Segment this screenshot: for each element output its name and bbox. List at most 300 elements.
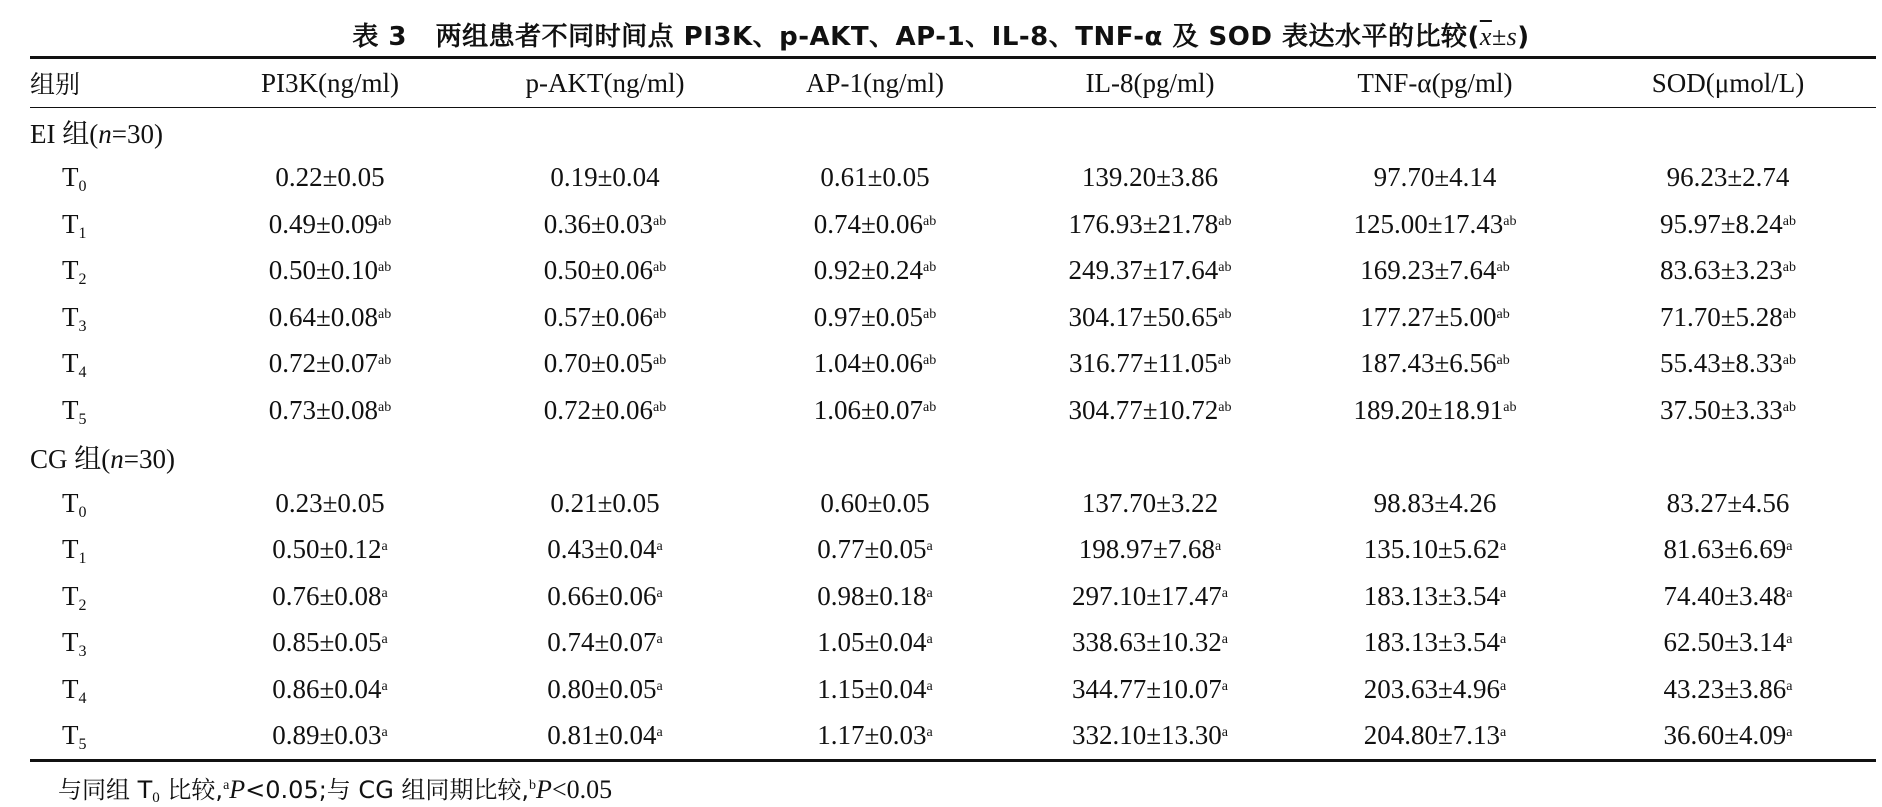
timepoint-label: T bbox=[62, 627, 79, 658]
value-cell bbox=[1010, 480, 1290, 527]
significance-mark: a bbox=[1221, 632, 1229, 648]
significance-mark: a bbox=[381, 632, 388, 648]
value-cell bbox=[740, 201, 1010, 248]
footnote-part2: 比较, bbox=[159, 776, 224, 804]
significance-mark: a bbox=[1500, 632, 1507, 648]
cell-value: 204.80±7.13 bbox=[1363, 720, 1501, 751]
cell-value: 95.97±8.24 bbox=[1659, 208, 1783, 239]
timepoint-label: T bbox=[62, 208, 79, 239]
significance-mark: a bbox=[656, 678, 663, 694]
cell-value: 0.81±0.04 bbox=[547, 720, 657, 751]
value-cell bbox=[1290, 387, 1580, 434]
cell-value: 189.20±18.91 bbox=[1353, 394, 1504, 425]
stat-sd-symbol: ±s bbox=[1491, 22, 1518, 51]
timepoint-index: 1 bbox=[78, 550, 87, 568]
significance-mark: a bbox=[656, 725, 663, 741]
value-cell bbox=[1010, 620, 1290, 667]
value-cell bbox=[740, 527, 1010, 574]
value-cell bbox=[1580, 294, 1876, 341]
footnote-mark-b: b bbox=[529, 778, 537, 793]
cell-value: 0.49±0.09 bbox=[268, 208, 379, 239]
group-label-n: n bbox=[98, 118, 112, 149]
value-cell bbox=[190, 620, 470, 667]
timepoint-label: T bbox=[62, 394, 79, 425]
timepoint-index: 5 bbox=[78, 736, 87, 754]
cell-value: 198.97±7.68 bbox=[1078, 534, 1216, 565]
timepoint-label: T bbox=[62, 162, 79, 193]
timepoint-label: T bbox=[62, 348, 79, 379]
significance-mark: ab bbox=[653, 399, 667, 415]
cell-value: 0.74±0.07 bbox=[547, 627, 657, 658]
cell-value: 0.70±0.05 bbox=[543, 348, 654, 379]
value-cell bbox=[740, 480, 1010, 527]
timepoint-index: 4 bbox=[78, 689, 87, 707]
stat-mean-symbol: $\overline{x}$ bbox=[1479, 22, 1492, 51]
value-cell bbox=[190, 201, 470, 248]
significance-mark: a bbox=[926, 539, 933, 555]
header-group: 组别 bbox=[30, 70, 81, 99]
cell-value: 74.40±3.48 bbox=[1663, 580, 1787, 611]
cell-value: 55.43±8.33 bbox=[1659, 348, 1783, 379]
cell-value: 169.23±7.64 bbox=[1360, 255, 1497, 286]
cell-value: 0.89±0.03 bbox=[272, 720, 382, 751]
table-row bbox=[30, 201, 1876, 248]
value-cell bbox=[1290, 248, 1580, 295]
significance-mark: ab bbox=[1496, 353, 1510, 369]
table-row bbox=[30, 620, 1876, 667]
significance-mark: ab bbox=[378, 260, 392, 276]
cell-value: 0.22±0.05 bbox=[275, 162, 385, 193]
empty-cell bbox=[1010, 108, 1290, 155]
value-cell bbox=[740, 666, 1010, 713]
group-label-n: n bbox=[110, 444, 124, 475]
cell-value: 137.70±3.22 bbox=[1081, 487, 1219, 518]
value-cell bbox=[740, 248, 1010, 295]
significance-mark: ab bbox=[653, 306, 667, 322]
timepoint-cell bbox=[30, 387, 190, 434]
significance-mark: ab bbox=[923, 306, 937, 322]
value-cell bbox=[740, 155, 1010, 202]
significance-mark: ab bbox=[923, 399, 937, 415]
footnote-p-a: P bbox=[229, 775, 246, 804]
significance-mark: a bbox=[926, 725, 933, 741]
value-cell bbox=[1290, 480, 1580, 527]
timepoint-label: T bbox=[62, 673, 79, 704]
significance-mark: ab bbox=[1503, 399, 1517, 415]
significance-mark: a bbox=[381, 678, 388, 694]
header-row bbox=[30, 58, 1876, 108]
value-cell bbox=[1290, 341, 1580, 388]
empty-cell bbox=[470, 108, 740, 155]
value-cell bbox=[1290, 666, 1580, 713]
timepoint-label: T bbox=[62, 720, 79, 751]
timepoint-index: 5 bbox=[78, 410, 87, 428]
group-row bbox=[30, 108, 1876, 155]
significance-mark: ab bbox=[378, 213, 392, 229]
timepoint-cell bbox=[30, 620, 190, 667]
value-cell bbox=[190, 387, 470, 434]
value-cell bbox=[470, 248, 740, 295]
significance-mark: ab bbox=[1218, 399, 1232, 415]
value-cell bbox=[470, 294, 740, 341]
empty-cell bbox=[190, 434, 470, 481]
significance-mark: ab bbox=[1503, 213, 1517, 229]
timepoint-label: T bbox=[62, 301, 79, 332]
timepoint-label: T bbox=[62, 580, 79, 611]
significance-mark: a bbox=[926, 678, 933, 694]
footnote-p-value-b: <0.05 bbox=[551, 775, 613, 804]
table-row bbox=[30, 527, 1876, 574]
cell-value: 0.86±0.04 bbox=[272, 673, 382, 704]
cell-value: 297.10±17.47 bbox=[1071, 580, 1222, 611]
cell-value: 1.15±0.04 bbox=[817, 673, 927, 704]
cell-value: 0.92±0.24 bbox=[813, 255, 924, 286]
table-row bbox=[30, 294, 1876, 341]
cell-value: 0.97±0.05 bbox=[813, 301, 924, 332]
value-cell bbox=[1580, 201, 1876, 248]
cell-value: 36.60±4.09 bbox=[1663, 720, 1787, 751]
value-cell bbox=[740, 620, 1010, 667]
value-cell bbox=[1290, 713, 1580, 761]
cell-value: 98.83±4.26 bbox=[1373, 487, 1497, 518]
value-cell bbox=[1580, 341, 1876, 388]
significance-mark: a bbox=[1221, 725, 1229, 741]
significance-mark: ab bbox=[1782, 399, 1797, 415]
empty-cell bbox=[1010, 434, 1290, 481]
data-table bbox=[30, 56, 1876, 762]
timepoint-label: T bbox=[62, 487, 79, 518]
value-cell bbox=[1010, 713, 1290, 761]
footnote-p-b: P bbox=[536, 775, 552, 804]
cell-value: 0.57±0.06 bbox=[543, 301, 654, 332]
group-label-prefix: CG 组( bbox=[30, 444, 111, 475]
cell-value: 37.50±3.33 bbox=[1659, 394, 1783, 425]
significance-mark: a bbox=[1221, 678, 1229, 694]
cell-value: 0.23±0.05 bbox=[275, 487, 385, 518]
cell-value: 1.04±0.06 bbox=[813, 348, 924, 379]
value-cell bbox=[190, 573, 470, 620]
cell-value: 304.17±50.65 bbox=[1068, 301, 1219, 332]
value-cell bbox=[190, 248, 470, 295]
cell-value: 97.70±4.14 bbox=[1373, 162, 1497, 193]
cell-value: 0.72±0.07 bbox=[268, 348, 379, 379]
significance-mark: a bbox=[1786, 539, 1793, 555]
significance-mark: ab bbox=[1782, 306, 1797, 322]
significance-mark: a bbox=[1786, 585, 1793, 601]
value-cell bbox=[1580, 573, 1876, 620]
footnote-p-value-a: <0.05;与 CG 组同期比较, bbox=[245, 776, 530, 804]
value-cell bbox=[190, 666, 470, 713]
cell-value: 0.50±0.12 bbox=[272, 534, 382, 565]
empty-cell bbox=[470, 434, 740, 481]
significance-mark: a bbox=[1786, 678, 1793, 694]
value-cell bbox=[1580, 713, 1876, 761]
value-cell bbox=[1010, 248, 1290, 295]
table-row bbox=[30, 573, 1876, 620]
timepoint-index: 2 bbox=[78, 596, 87, 614]
cell-value: 0.50±0.06 bbox=[543, 255, 654, 286]
value-cell bbox=[1010, 201, 1290, 248]
significance-mark: ab bbox=[923, 353, 937, 369]
significance-mark: a bbox=[381, 585, 388, 601]
significance-mark: ab bbox=[1218, 260, 1232, 276]
stat-notation bbox=[1480, 22, 1517, 51]
cell-value: 0.21±0.05 bbox=[550, 487, 660, 518]
value-cell bbox=[190, 155, 470, 202]
timepoint-index: 4 bbox=[78, 364, 87, 382]
table-row bbox=[30, 713, 1876, 761]
cell-value: 177.27±5.00 bbox=[1360, 301, 1497, 332]
empty-cell bbox=[1580, 434, 1876, 481]
value-cell bbox=[1010, 573, 1290, 620]
significance-mark: ab bbox=[653, 260, 667, 276]
significance-mark: ab bbox=[378, 353, 392, 369]
timepoint-cell bbox=[30, 713, 190, 761]
empty-cell bbox=[190, 108, 470, 155]
table-row bbox=[30, 155, 1876, 202]
value-cell bbox=[470, 341, 740, 388]
cell-value: 316.77±11.05 bbox=[1068, 348, 1218, 379]
table-caption: 两组患者不同时间点 PI3K、p-AKT、AP-1、IL-8、TNF-α 及 SOD 表达水平的比较 bbox=[435, 22, 1468, 52]
cell-value: 0.72±0.06 bbox=[543, 394, 654, 425]
value-cell bbox=[470, 620, 740, 667]
cell-value: 176.93±21.78 bbox=[1068, 208, 1219, 239]
significance-mark: ab bbox=[653, 353, 667, 369]
significance-mark: a bbox=[1221, 585, 1229, 601]
significance-mark: a bbox=[1500, 725, 1507, 741]
significance-mark: ab bbox=[378, 399, 392, 415]
table-row bbox=[30, 387, 1876, 434]
value-cell bbox=[1290, 573, 1580, 620]
table-row bbox=[30, 341, 1876, 388]
header-il8: IL-8(pg/ml) bbox=[1085, 67, 1215, 98]
cell-value: 1.05±0.04 bbox=[817, 627, 927, 658]
value-cell bbox=[1580, 155, 1876, 202]
significance-mark: ab bbox=[923, 260, 937, 276]
cell-value: 187.43±6.56 bbox=[1360, 348, 1497, 379]
cell-value: 43.23±3.86 bbox=[1663, 673, 1787, 704]
value-cell bbox=[470, 713, 740, 761]
timepoint-cell bbox=[30, 527, 190, 574]
cell-value: 0.36±0.03 bbox=[543, 208, 654, 239]
group-label-suffix: =30) bbox=[111, 118, 163, 149]
cell-value: 71.70±5.28 bbox=[1659, 301, 1783, 332]
value-cell bbox=[1580, 248, 1876, 295]
cell-value: 1.06±0.07 bbox=[813, 394, 924, 425]
significance-mark: a bbox=[656, 632, 663, 648]
significance-mark: a bbox=[1500, 585, 1507, 601]
group-row bbox=[30, 434, 1876, 481]
group-label-prefix: EI 组( bbox=[30, 118, 99, 149]
value-cell bbox=[1580, 527, 1876, 574]
cell-value: 81.63±6.69 bbox=[1663, 534, 1787, 565]
timepoint-cell bbox=[30, 573, 190, 620]
significance-mark: ab bbox=[923, 213, 937, 229]
cell-value: 125.00±17.43 bbox=[1353, 208, 1504, 239]
footnote-mark-a: a bbox=[223, 778, 230, 793]
cell-value: 0.43±0.04 bbox=[547, 534, 657, 565]
cell-value: 0.98±0.18 bbox=[817, 580, 927, 611]
empty-cell bbox=[1580, 108, 1876, 155]
value-cell bbox=[740, 573, 1010, 620]
value-cell bbox=[1010, 387, 1290, 434]
value-cell bbox=[740, 387, 1010, 434]
table-row bbox=[30, 480, 1876, 527]
header-pakt: p-AKT(ng/ml) bbox=[525, 67, 685, 98]
timepoint-index: 0 bbox=[78, 503, 87, 521]
empty-cell bbox=[740, 434, 1010, 481]
value-cell bbox=[190, 480, 470, 527]
timepoint-index: 2 bbox=[78, 271, 87, 289]
value-cell bbox=[1290, 294, 1580, 341]
value-cell bbox=[1010, 527, 1290, 574]
significance-mark: a bbox=[656, 585, 663, 601]
significance-mark: ab bbox=[1782, 213, 1797, 229]
value-cell bbox=[470, 527, 740, 574]
header-ap1: AP-1(ng/ml) bbox=[806, 67, 944, 98]
header-sod: SOD(μmol/L) bbox=[1651, 67, 1805, 98]
cell-value: 0.85±0.05 bbox=[272, 627, 382, 658]
significance-mark: a bbox=[381, 725, 388, 741]
significance-mark: a bbox=[656, 539, 663, 555]
value-cell bbox=[190, 713, 470, 761]
value-cell bbox=[470, 387, 740, 434]
timepoint-index: 0 bbox=[78, 178, 87, 196]
timepoint-cell bbox=[30, 248, 190, 295]
cell-value: 0.19±0.04 bbox=[550, 162, 660, 193]
cell-value: 96.23±2.74 bbox=[1666, 162, 1790, 193]
cell-value: 0.64±0.08 bbox=[268, 301, 379, 332]
significance-mark: ab bbox=[378, 306, 392, 322]
empty-cell bbox=[1290, 108, 1580, 155]
significance-mark: ab bbox=[1496, 306, 1510, 322]
timepoint-cell bbox=[30, 201, 190, 248]
cell-value: 183.13±3.54 bbox=[1363, 627, 1501, 658]
empty-cell bbox=[740, 108, 1010, 155]
cell-value: 0.80±0.05 bbox=[547, 673, 657, 704]
value-cell bbox=[1580, 387, 1876, 434]
timepoint-index: 1 bbox=[78, 224, 87, 242]
cell-value: 249.37±17.64 bbox=[1068, 255, 1219, 286]
timepoint-cell bbox=[30, 341, 190, 388]
value-cell bbox=[1290, 155, 1580, 202]
cell-value: 0.76±0.08 bbox=[272, 580, 382, 611]
timepoint-cell bbox=[30, 666, 190, 713]
significance-mark: ab bbox=[1496, 260, 1510, 276]
cell-value: 62.50±3.14 bbox=[1663, 627, 1787, 658]
value-cell bbox=[190, 527, 470, 574]
value-cell bbox=[470, 480, 740, 527]
significance-mark: a bbox=[1786, 632, 1793, 648]
significance-mark: ab bbox=[1782, 353, 1797, 369]
value-cell bbox=[1290, 201, 1580, 248]
timepoint-index: 3 bbox=[78, 317, 87, 335]
significance-mark: a bbox=[381, 539, 388, 555]
cell-value: 135.10±5.62 bbox=[1363, 534, 1501, 565]
group-label-suffix: =30) bbox=[123, 444, 175, 475]
value-cell bbox=[470, 201, 740, 248]
cell-value: 0.61±0.05 bbox=[820, 162, 930, 193]
significance-mark: a bbox=[1500, 539, 1507, 555]
value-cell bbox=[1290, 527, 1580, 574]
value-cell bbox=[470, 155, 740, 202]
value-cell bbox=[190, 341, 470, 388]
cell-value: 0.73±0.08 bbox=[268, 394, 379, 425]
table-row bbox=[30, 248, 1876, 295]
value-cell bbox=[1010, 294, 1290, 341]
table-row bbox=[30, 666, 1876, 713]
significance-mark: a bbox=[1786, 725, 1793, 741]
cell-value: 0.66±0.06 bbox=[547, 580, 657, 611]
value-cell bbox=[740, 713, 1010, 761]
cell-value: 139.20±3.86 bbox=[1081, 162, 1219, 193]
cell-value: 0.60±0.05 bbox=[820, 487, 930, 518]
significance-mark: a bbox=[1215, 539, 1222, 555]
timepoint-label: T bbox=[62, 255, 79, 286]
value-cell bbox=[1290, 620, 1580, 667]
value-cell bbox=[1010, 341, 1290, 388]
cell-value: 203.63±4.96 bbox=[1363, 673, 1501, 704]
cell-value: 83.63±3.23 bbox=[1659, 255, 1783, 286]
cell-value: 338.63±10.32 bbox=[1071, 627, 1222, 658]
cell-value: 183.13±3.54 bbox=[1363, 580, 1501, 611]
cell-value: 0.77±0.05 bbox=[817, 534, 927, 565]
table-body bbox=[30, 108, 1876, 761]
cell-value: 0.50±0.10 bbox=[268, 255, 379, 286]
value-cell bbox=[1010, 155, 1290, 202]
value-cell bbox=[1580, 480, 1876, 527]
significance-mark: ab bbox=[653, 213, 667, 229]
group-label bbox=[30, 108, 190, 155]
header-pi3k: PI3K(ng/ml) bbox=[261, 67, 399, 98]
footnote-sub: 0 bbox=[152, 790, 160, 806]
cell-value: 0.74±0.06 bbox=[813, 208, 924, 239]
timepoint-cell bbox=[30, 155, 190, 202]
timepoint-index: 3 bbox=[78, 643, 87, 661]
group-label bbox=[30, 434, 190, 481]
value-cell bbox=[470, 573, 740, 620]
cell-value: 332.10±13.30 bbox=[1071, 720, 1222, 751]
significance-mark: a bbox=[926, 632, 933, 648]
timepoint-cell bbox=[30, 294, 190, 341]
timepoint-cell bbox=[30, 480, 190, 527]
significance-mark: a bbox=[926, 585, 933, 601]
table-number: 表 3 bbox=[352, 22, 407, 52]
value-cell bbox=[740, 341, 1010, 388]
significance-mark: ab bbox=[1217, 353, 1232, 369]
value-cell bbox=[740, 294, 1010, 341]
value-cell bbox=[190, 294, 470, 341]
header-tnf: TNF-α(pg/ml) bbox=[1357, 67, 1513, 98]
value-cell bbox=[1010, 666, 1290, 713]
significance-mark: ab bbox=[1782, 260, 1797, 276]
timepoint-label: T bbox=[62, 534, 79, 565]
significance-mark: ab bbox=[1218, 306, 1232, 322]
significance-mark: ab bbox=[1218, 213, 1232, 229]
table-title: 表 3 两组患者不同时间点 PI3K、p-AKT、AP-1、IL-8、TNF-α 及 SOD 表达水平的比较$(\overline{x}\pm s)$ bbox=[352, 22, 1530, 52]
cell-value: 1.17±0.03 bbox=[817, 720, 927, 751]
cell-value: 304.77±10.72 bbox=[1068, 394, 1219, 425]
value-cell bbox=[470, 666, 740, 713]
footnote-part1: 与同组 T bbox=[58, 776, 153, 804]
table-footnote bbox=[58, 770, 612, 805]
value-cell bbox=[1580, 620, 1876, 667]
value-cell bbox=[1580, 666, 1876, 713]
cell-value: 83.27±4.56 bbox=[1666, 487, 1790, 518]
significance-mark: a bbox=[1500, 678, 1507, 694]
empty-cell bbox=[1290, 434, 1580, 481]
cell-value: 344.77±10.07 bbox=[1071, 673, 1222, 704]
